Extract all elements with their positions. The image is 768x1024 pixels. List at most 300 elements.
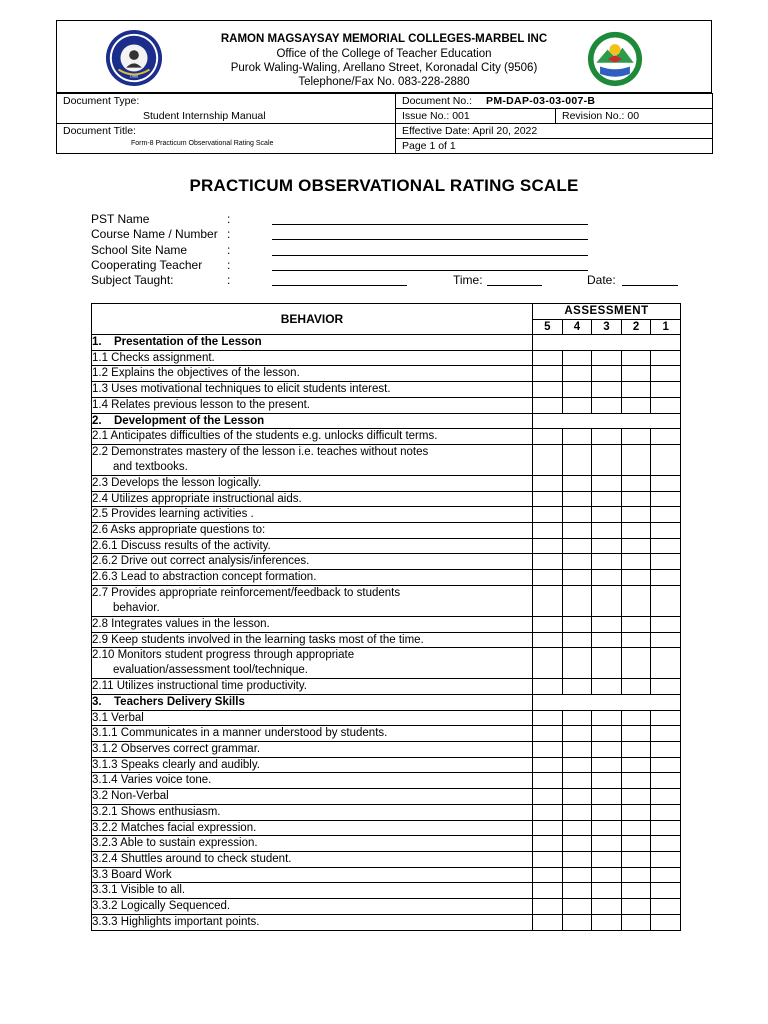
- score-cell[interactable]: [621, 773, 651, 789]
- behavior-cell: [92, 523, 533, 539]
- subject-time-date-field: [91, 273, 711, 288]
- score-cell[interactable]: [592, 773, 622, 789]
- score-cell[interactable]: [592, 366, 622, 382]
- score-cell[interactable]: [533, 350, 563, 366]
- behavior-cell: [92, 804, 533, 820]
- score-cell[interactable]: [592, 914, 622, 930]
- score-cell[interactable]: [651, 804, 681, 820]
- behavior-text: 3.2.1 Shows enthusiasm.: [92, 805, 221, 818]
- score-cell[interactable]: [533, 757, 563, 773]
- behavior-cell: [92, 820, 533, 836]
- course-label: Course Name / Number: [91, 227, 218, 242]
- score-cell[interactable]: [651, 883, 681, 899]
- score-cell[interactable]: [621, 836, 651, 852]
- score-cell[interactable]: [651, 789, 681, 805]
- table-row: [92, 694, 681, 710]
- issue-no: Issue No.: 001: [396, 109, 556, 124]
- score-cell[interactable]: [621, 616, 651, 632]
- student-info-fields: [91, 212, 711, 288]
- behavior-text: 2.7 Provides appropriate reinforcement/feedback to students: [92, 586, 401, 599]
- score-cell[interactable]: [651, 397, 681, 413]
- score-cell[interactable]: [592, 429, 622, 445]
- score-cell[interactable]: [562, 523, 592, 539]
- doc-type-value: Student Internship Manual: [143, 109, 266, 122]
- score-cell[interactable]: [533, 804, 563, 820]
- score-cell[interactable]: [562, 444, 592, 475]
- section-title: Development of the Lesson: [114, 414, 265, 427]
- score-cell[interactable]: [562, 382, 592, 398]
- table-row: [92, 491, 681, 507]
- score-cell[interactable]: [533, 851, 563, 867]
- score-cell[interactable]: [562, 914, 592, 930]
- score-cell[interactable]: [651, 570, 681, 586]
- score-cell[interactable]: [592, 836, 622, 852]
- institution-name: RAMON MAGSAYSAY MEMORIAL COLLEGES-MARBEL INC: [220, 33, 548, 45]
- score-cell[interactable]: [533, 382, 563, 398]
- score-cell[interactable]: [592, 350, 622, 366]
- score-cell[interactable]: [651, 350, 681, 366]
- field-colon: :: [227, 212, 231, 226]
- pst-name-label: PST Name: [91, 212, 150, 226]
- table-row: [92, 914, 681, 930]
- behavior-text: 1.2 Explains the objectives of the lesson.: [92, 367, 300, 380]
- behavior-text: 2.10 Monitors student progress through appropriate: [92, 649, 355, 662]
- score-cell[interactable]: [621, 820, 651, 836]
- score-cell[interactable]: [621, 475, 651, 491]
- score-cell[interactable]: [651, 554, 681, 570]
- score-cell[interactable]: [562, 899, 592, 915]
- score-cell[interactable]: [592, 475, 622, 491]
- assessment-merged-cell: [533, 335, 681, 351]
- score-cell[interactable]: [592, 570, 622, 586]
- score-cell[interactable]: [621, 710, 651, 726]
- date-blank[interactable]: [622, 285, 678, 286]
- score-cell[interactable]: [533, 632, 563, 648]
- score-cell[interactable]: [562, 710, 592, 726]
- score-cell[interactable]: [562, 570, 592, 586]
- score-cell[interactable]: [621, 914, 651, 930]
- score-cell[interactable]: [621, 366, 651, 382]
- score-header: 1: [651, 319, 681, 335]
- behavior-text: 3.1.4 Varies voice tone.: [92, 774, 212, 787]
- behavior-text: 2.1 Anticipates difficulties of the students e.g. unlocks difficult terms.: [92, 430, 438, 443]
- score-cell[interactable]: [592, 585, 622, 616]
- score-cell[interactable]: [651, 382, 681, 398]
- score-cell[interactable]: [562, 648, 592, 679]
- page-number: Page 1 of 1: [396, 139, 713, 154]
- score-cell[interactable]: [562, 616, 592, 632]
- telephone: Telephone/Fax No. 083-228-2880: [298, 76, 470, 88]
- rating-rows: [92, 335, 681, 931]
- score-cell[interactable]: [621, 523, 651, 539]
- subject-label: Subject Taught:: [91, 273, 174, 288]
- score-cell[interactable]: [562, 726, 592, 742]
- score-cell[interactable]: [533, 475, 563, 491]
- table-row: [92, 632, 681, 648]
- score-cell[interactable]: [533, 554, 563, 570]
- score-cell[interactable]: [533, 883, 563, 899]
- score-cell[interactable]: [621, 757, 651, 773]
- score-cell[interactable]: [592, 382, 622, 398]
- revision-no: Revision No.: 00: [556, 109, 713, 124]
- score-cell[interactable]: [562, 789, 592, 805]
- score-cell[interactable]: [562, 397, 592, 413]
- behavior-cell: [92, 413, 533, 429]
- cooperating-teacher-blank[interactable]: [272, 270, 588, 271]
- school-field: [91, 243, 711, 258]
- score-cell[interactable]: [651, 507, 681, 523]
- table-row: [92, 585, 681, 616]
- behavior-text: 2.5 Provides learning activities .: [92, 508, 254, 521]
- behavior-cell: [92, 914, 533, 930]
- table-row: [92, 899, 681, 915]
- score-cell[interactable]: [592, 851, 622, 867]
- score-cell[interactable]: [651, 899, 681, 915]
- field-colon: :: [227, 242, 231, 257]
- score-cell[interactable]: [621, 648, 651, 679]
- score-cell[interactable]: [621, 491, 651, 507]
- behavior-cell: [92, 789, 533, 805]
- score-cell[interactable]: [651, 679, 681, 695]
- course-field: [91, 227, 711, 242]
- doc-type-label: Document Type:: [63, 95, 140, 107]
- score-cell[interactable]: [651, 491, 681, 507]
- field-colon: :: [227, 257, 231, 272]
- score-cell[interactable]: [621, 554, 651, 570]
- behavior-text: 1.3 Uses motivational techniques to elicit students interest.: [92, 383, 391, 396]
- score-cell[interactable]: [651, 632, 681, 648]
- score-cell[interactable]: [592, 632, 622, 648]
- score-cell[interactable]: [562, 883, 592, 899]
- score-cell[interactable]: [562, 679, 592, 695]
- table-row: [92, 710, 681, 726]
- field-colon: :: [227, 227, 231, 242]
- behavior-text: 2.9 Keep students involved in the learning tasks most of the time.: [92, 633, 424, 646]
- score-cell[interactable]: [533, 679, 563, 695]
- score-cell[interactable]: [533, 507, 563, 523]
- score-cell[interactable]: [562, 867, 592, 883]
- score-cell[interactable]: [651, 742, 681, 758]
- score-cell[interactable]: [533, 523, 563, 539]
- behavior-cell: [92, 616, 533, 632]
- behavior-cell: [92, 726, 533, 742]
- score-cell[interactable]: [533, 836, 563, 852]
- table-row: [92, 820, 681, 836]
- score-cell[interactable]: [562, 350, 592, 366]
- score-cell[interactable]: [592, 491, 622, 507]
- score-cell[interactable]: [621, 726, 651, 742]
- field-colon: :: [227, 273, 231, 288]
- score-cell[interactable]: [621, 899, 651, 915]
- behavior-cell: [92, 742, 533, 758]
- behavior-text: 3.2.2 Matches facial expression.: [92, 821, 257, 834]
- address: Purok Waling-Waling, Arellano Street, Koronadal City (9506): [230, 62, 538, 74]
- score-cell[interactable]: [592, 616, 622, 632]
- behavior-cell: [92, 585, 533, 616]
- behavior-cell: [92, 366, 533, 382]
- score-cell[interactable]: [592, 899, 622, 915]
- score-cell[interactable]: [562, 554, 592, 570]
- score-cell[interactable]: [621, 507, 651, 523]
- score-cell[interactable]: [592, 554, 622, 570]
- score-cell[interactable]: [651, 851, 681, 867]
- effective-date: Effective Date: April 20, 2022: [396, 124, 713, 139]
- score-cell[interactable]: [592, 648, 622, 679]
- cooperating-teacher-label: Cooperating Teacher: [91, 257, 203, 272]
- score-cell[interactable]: [533, 444, 563, 475]
- score-header: 3: [592, 319, 622, 335]
- behavior-text-continued: behavior.: [113, 601, 160, 614]
- score-cell[interactable]: [621, 350, 651, 366]
- score-cell[interactable]: [562, 538, 592, 554]
- time-label: Time:: [453, 273, 483, 288]
- table-row: [92, 444, 681, 475]
- score-cell[interactable]: [592, 757, 622, 773]
- behavior-cell: [92, 694, 533, 710]
- score-cell[interactable]: [533, 429, 563, 445]
- table-row: [92, 867, 681, 883]
- score-cell[interactable]: [533, 742, 563, 758]
- score-cell[interactable]: [533, 867, 563, 883]
- behavior-cell: [92, 382, 533, 398]
- score-cell[interactable]: [621, 397, 651, 413]
- score-cell[interactable]: [592, 444, 622, 475]
- behavior-cell: [92, 570, 533, 586]
- score-cell[interactable]: [651, 648, 681, 679]
- behavior-text: 3.3.2 Logically Sequenced.: [92, 900, 231, 913]
- behavior-cell: [92, 679, 533, 695]
- doc-title-value: Form-8 Practicum Observational Rating Scale: [131, 139, 274, 147]
- score-cell[interactable]: [562, 632, 592, 648]
- behavior-text: 3.1.2 Observes correct grammar.: [92, 743, 261, 756]
- score-cell[interactable]: [562, 366, 592, 382]
- score-cell[interactable]: [621, 679, 651, 695]
- behavior-text: 2.8 Integrates values in the lesson.: [92, 617, 270, 630]
- score-cell[interactable]: [592, 507, 622, 523]
- score-cell[interactable]: [621, 429, 651, 445]
- time-blank[interactable]: [487, 285, 542, 286]
- score-cell[interactable]: [533, 773, 563, 789]
- behavior-text: 3.2.4 Shuttles around to check student.: [92, 852, 292, 865]
- behavior-text: 3.3.1 Visible to all.: [92, 884, 186, 897]
- score-cell[interactable]: [621, 538, 651, 554]
- svg-text:1966: 1966: [129, 74, 139, 79]
- score-cell[interactable]: [533, 789, 563, 805]
- score-cell[interactable]: [562, 742, 592, 758]
- behavior-cell: [92, 444, 533, 475]
- assessment-merged-cell: [533, 413, 681, 429]
- document-info-table: [56, 93, 713, 154]
- score-cell[interactable]: [533, 491, 563, 507]
- score-cell[interactable]: [621, 570, 651, 586]
- table-row: [92, 523, 681, 539]
- score-cell[interactable]: [562, 820, 592, 836]
- behavior-cell: [92, 538, 533, 554]
- score-header: 4: [562, 319, 592, 335]
- score-cell[interactable]: [651, 820, 681, 836]
- school-label: School Site Name: [91, 242, 188, 257]
- score-cell[interactable]: [651, 914, 681, 930]
- behavior-text: 3.2.3 Able to sustain expression.: [92, 837, 258, 850]
- score-cell[interactable]: [592, 538, 622, 554]
- score-cell[interactable]: [562, 491, 592, 507]
- score-cell[interactable]: [533, 648, 563, 679]
- table-row: [92, 773, 681, 789]
- date-label: Date:: [587, 273, 616, 288]
- behavior-cell: [92, 757, 533, 773]
- score-cell[interactable]: [592, 789, 622, 805]
- doc-no-label: Document No.:: [402, 95, 473, 107]
- behavior-text: 1.4 Relates previous lesson to the present.: [92, 398, 310, 411]
- behavior-text: 3.3 Board Work: [92, 868, 172, 881]
- behavior-text: 3.1.3 Speaks clearly and audibly.: [92, 758, 260, 771]
- score-cell[interactable]: [651, 710, 681, 726]
- score-cell[interactable]: [621, 632, 651, 648]
- score-cell[interactable]: [621, 851, 651, 867]
- score-cell[interactable]: [651, 366, 681, 382]
- section-number: 1.: [92, 336, 102, 348]
- behavior-cell: [92, 836, 533, 852]
- course-blank[interactable]: [272, 239, 588, 240]
- score-header: 2: [621, 319, 651, 335]
- table-row: [92, 335, 681, 351]
- cooperating-teacher-field: [91, 258, 711, 273]
- score-cell[interactable]: [621, 789, 651, 805]
- score-cell[interactable]: [651, 429, 681, 445]
- table-row: [92, 648, 681, 679]
- score-cell[interactable]: [533, 570, 563, 586]
- table-row: [92, 616, 681, 632]
- table-row: [92, 742, 681, 758]
- score-cell[interactable]: [562, 773, 592, 789]
- score-cell[interactable]: [592, 820, 622, 836]
- behavior-cell: [92, 883, 533, 899]
- score-cell[interactable]: [621, 585, 651, 616]
- score-cell[interactable]: [592, 726, 622, 742]
- behavior-text: 2.6 Asks appropriate questions to:: [92, 524, 266, 537]
- behavior-text: 3.2 Non-Verbal: [92, 790, 169, 803]
- behavior-text: 2.3 Develops the lesson logically.: [92, 476, 262, 489]
- assessment-merged-cell: [533, 694, 681, 710]
- score-cell[interactable]: [592, 742, 622, 758]
- behavior-cell: [92, 867, 533, 883]
- score-cell[interactable]: [533, 726, 563, 742]
- score-cell[interactable]: [533, 366, 563, 382]
- score-cell[interactable]: [592, 804, 622, 820]
- school-blank[interactable]: [272, 255, 588, 256]
- score-cell[interactable]: [533, 397, 563, 413]
- rating-table: [91, 303, 681, 931]
- doc-no-value: PM-DAP-03-03-007-B: [486, 95, 596, 107]
- section-number: 2.: [92, 414, 102, 427]
- score-cell[interactable]: [533, 538, 563, 554]
- behavior-text: 2.6.3 Lead to abstraction concept formation.: [92, 571, 317, 584]
- behavior-text: 2.4 Utilizes appropriate instructional aids.: [92, 492, 302, 505]
- score-cell[interactable]: [651, 757, 681, 773]
- behavior-text: 3.3.3 Highlights important points.: [92, 915, 260, 928]
- page-title: PRACTICUM OBSERVATIONAL RATING SCALE: [189, 176, 579, 195]
- behavior-cell: [92, 429, 533, 445]
- behavior-cell: [92, 335, 533, 351]
- behavior-cell: [92, 507, 533, 523]
- score-cell[interactable]: [533, 585, 563, 616]
- behavior-text-continued: evaluation/assessment tool/technique.: [113, 664, 308, 677]
- score-cell[interactable]: [651, 726, 681, 742]
- score-cell[interactable]: [621, 382, 651, 398]
- score-cell[interactable]: [592, 679, 622, 695]
- score-cell[interactable]: [592, 867, 622, 883]
- table-row: [92, 836, 681, 852]
- score-cell[interactable]: [592, 397, 622, 413]
- behavior-text: 3.1.1 Communicates in a manner understood by students.: [92, 727, 388, 740]
- score-cell[interactable]: [533, 914, 563, 930]
- score-cell[interactable]: [562, 429, 592, 445]
- score-cell[interactable]: [562, 804, 592, 820]
- score-cell[interactable]: [592, 523, 622, 539]
- score-cell[interactable]: [651, 867, 681, 883]
- score-cell[interactable]: [651, 475, 681, 491]
- score-cell[interactable]: [562, 585, 592, 616]
- behavior-cell: [92, 899, 533, 915]
- score-cell[interactable]: [592, 883, 622, 899]
- behavior-text: 2.2 Demonstrates mastery of the lesson i.e. teaches without notes: [92, 445, 429, 458]
- score-cell[interactable]: [562, 507, 592, 523]
- behavior-cell: [92, 773, 533, 789]
- score-cell[interactable]: [533, 899, 563, 915]
- table-row: [92, 570, 681, 586]
- score-cell[interactable]: [533, 710, 563, 726]
- section-number: 3.: [92, 695, 102, 708]
- table-row: [92, 726, 681, 742]
- score-cell[interactable]: [562, 836, 592, 852]
- pst-name-blank[interactable]: [272, 224, 588, 225]
- score-cell[interactable]: [592, 710, 622, 726]
- behavior-text: 2.11 Utilizes instructional time productivity.: [92, 680, 307, 693]
- table-row: [92, 382, 681, 398]
- subject-blank[interactable]: [272, 285, 407, 286]
- score-cell[interactable]: [651, 538, 681, 554]
- score-cell[interactable]: [621, 867, 651, 883]
- behavior-cell: [92, 491, 533, 507]
- score-cell[interactable]: [621, 883, 651, 899]
- score-cell[interactable]: [562, 757, 592, 773]
- table-row: [92, 475, 681, 491]
- score-cell[interactable]: [562, 851, 592, 867]
- behavior-text: 3.1 Verbal: [92, 711, 144, 724]
- score-cell[interactable]: [651, 444, 681, 475]
- score-cell[interactable]: [533, 616, 563, 632]
- score-cell[interactable]: [651, 773, 681, 789]
- score-cell[interactable]: [651, 616, 681, 632]
- score-cell[interactable]: [651, 836, 681, 852]
- behavior-cell: [92, 350, 533, 366]
- table-row: [92, 804, 681, 820]
- assessment-header: ASSESSMENT: [533, 304, 681, 320]
- table-row: [92, 366, 681, 382]
- section-title: Teachers Delivery Skills: [114, 695, 245, 708]
- score-cell[interactable]: [533, 820, 563, 836]
- score-cell[interactable]: [621, 804, 651, 820]
- score-cell[interactable]: [651, 585, 681, 616]
- score-cell[interactable]: [621, 444, 651, 475]
- letterhead: [56, 20, 712, 93]
- pst-name-field: [91, 212, 711, 227]
- table-row: [92, 679, 681, 695]
- score-cell[interactable]: [562, 475, 592, 491]
- score-cell[interactable]: [621, 742, 651, 758]
- score-cell[interactable]: [651, 523, 681, 539]
- table-row: [92, 429, 681, 445]
